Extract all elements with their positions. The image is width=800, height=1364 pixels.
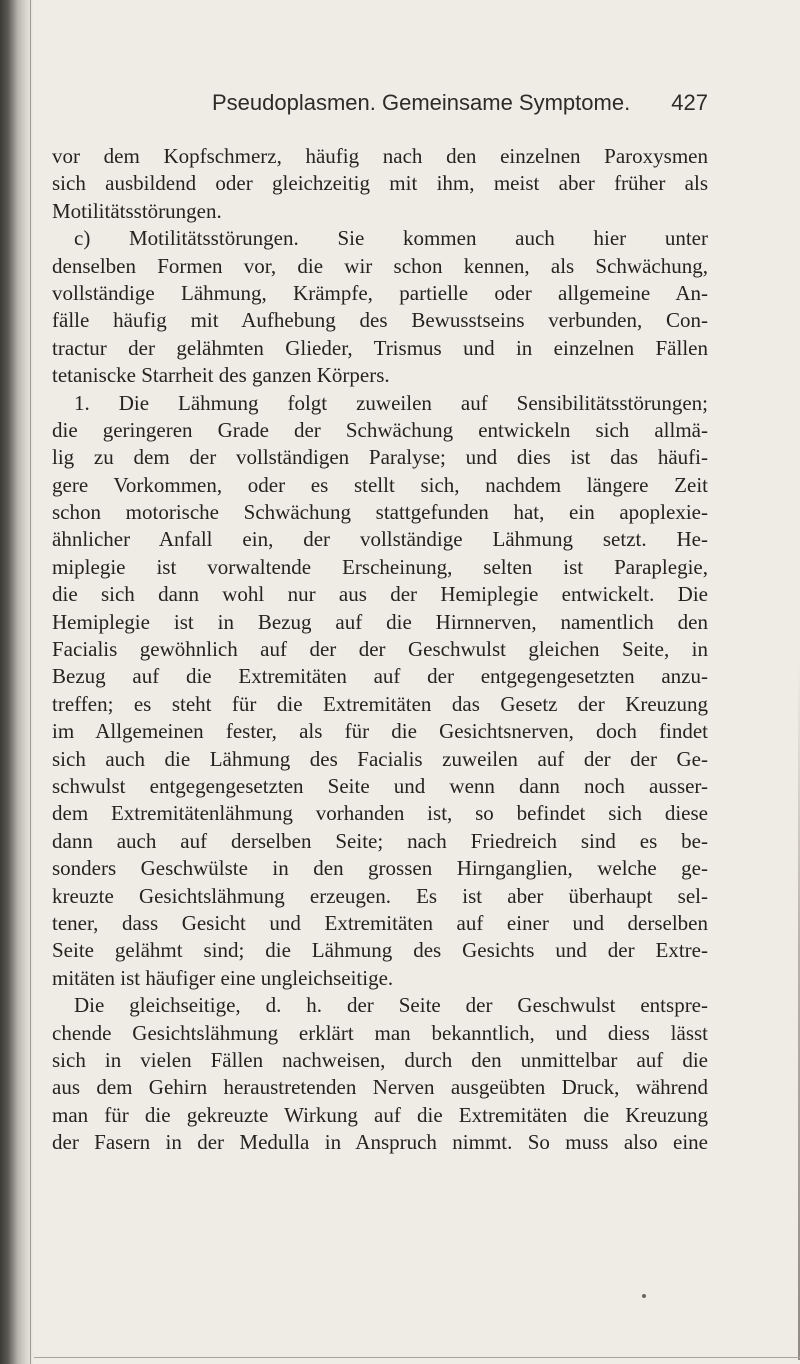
page-header xyxy=(212,90,708,120)
text-line: vollständige Lähmung, Krämpfe, partielle oder allgemeine An- xyxy=(52,280,708,305)
text-line: man für die gekreuzte Wirkung auf die Extremitäten die Kreuzung xyxy=(52,1102,708,1127)
text-line: Hemiplegie ist in Bezug auf die Hirnnerven, namentlich den xyxy=(52,609,708,634)
text-line: denselben Formen vor, die wir schon kennen, als Schwächung, xyxy=(52,253,708,278)
text-line: Bezug auf die Extremitäten auf der entgegengesetzten anzu- xyxy=(52,664,708,689)
ink-speck xyxy=(642,1294,646,1298)
text-line: mitäten ist häufiger eine ungleichseitige. xyxy=(52,965,394,990)
text-line: Seite gelähmt sind; die Lähmung des Gesichts und der Extre- xyxy=(52,938,708,963)
text-line: dem Extremitätenlähmung vorhanden ist, so befindet sich diese xyxy=(52,801,708,826)
gutter-line xyxy=(30,0,31,1364)
text-line: der Fasern in der Medulla in Anspruch nimmt. So muss also eine xyxy=(52,1130,708,1155)
text-line: lig zu dem der vollständigen Paralyse; und dies ist das häufi- xyxy=(52,445,708,470)
text-line: kreuzte Gesichtslähmung erzeugen. Es ist aber überhaupt sel- xyxy=(52,883,708,908)
body-text xyxy=(52,143,708,1156)
text-line: sich ausbildend oder gleichzeitig mit ihm, meist aber früher als xyxy=(52,171,708,196)
text-line: sonders Geschwülste in den grossen Hirnganglien, welche ge- xyxy=(52,856,708,881)
text-line: sich in vielen Fällen nachweisen, durch den unmittelbar auf die xyxy=(52,1047,708,1072)
text-line: Motilitätsstörungen. xyxy=(52,198,222,223)
text-line: gere Vorkommen, oder es stellt sich, nachdem längere Zeit xyxy=(52,472,708,497)
text-line: tractur der gelähmten Glieder, Trismus und in einzelnen Fällen xyxy=(52,335,708,360)
text-line: schon motorische Schwächung stattgefunden hat, ein apoplexie- xyxy=(52,500,708,525)
page-gutter xyxy=(0,0,34,1364)
running-title: Pseudoplasmen. Gemeinsame Symptome. xyxy=(212,90,631,115)
text-line: im Allgemeinen fester, als für die Gesichtsnerven, doch findet xyxy=(52,719,708,744)
text-line: schwulst entgegengesetzten Seite und wenn dann noch ausser- xyxy=(52,773,708,798)
page-bottom-edge xyxy=(34,1357,800,1358)
text-line: aus dem Gehirn heraustretenden Nerven ausgeübten Druck, während xyxy=(52,1075,708,1100)
text-line: Facialis gewöhnlich auf der der Geschwulst gleichen Seite, in xyxy=(52,637,708,662)
text-line: dann auch auf derselben Seite; nach Friedreich sind es be- xyxy=(52,828,708,853)
text-line: die geringeren Grade der Schwächung entwickeln sich allmä- xyxy=(52,417,708,442)
text-line: die sich dann wohl nur aus der Hemiplegie entwickelt. Die xyxy=(52,582,708,607)
text-line: tetaniscke Starrheit des ganzen Körpers. xyxy=(52,363,390,388)
text-line: miplegie ist vorwaltende Erscheinung, selten ist Paraplegie, xyxy=(52,554,708,579)
text-line: treffen; es steht für die Extremitäten das Gesetz der Kreuzung xyxy=(52,691,708,716)
page-number: 427 xyxy=(671,90,708,115)
text-line: chende Gesichtslähmung erklärt man bekanntlich, und diess lässt xyxy=(52,1020,708,1045)
text-line: fälle häufig mit Aufhebung des Bewusstseins verbunden, Con- xyxy=(52,308,708,333)
text-line: vor dem Kopfschmerz, häufig nach den einzelnen Paroxysmen xyxy=(52,144,708,168)
text-line: 1. Die Lähmung folgt zuweilen auf Sensibilitätsstörungen; xyxy=(74,390,708,415)
text-line: Die gleichseitige, d. h. der Seite der Geschwulst entspre- xyxy=(74,993,708,1018)
text-line: c) Motilitätsstörungen. Sie kommen auch hier unter xyxy=(74,226,708,251)
text-line: ähnlicher Anfall ein, der vollständige Lähmung setzt. He- xyxy=(52,527,708,552)
text-line: sich auch die Lähmung des Facialis zuweilen auf der der Ge- xyxy=(52,746,708,771)
text-line: tener, dass Gesicht und Extremitäten auf einer und derselben xyxy=(52,910,708,935)
